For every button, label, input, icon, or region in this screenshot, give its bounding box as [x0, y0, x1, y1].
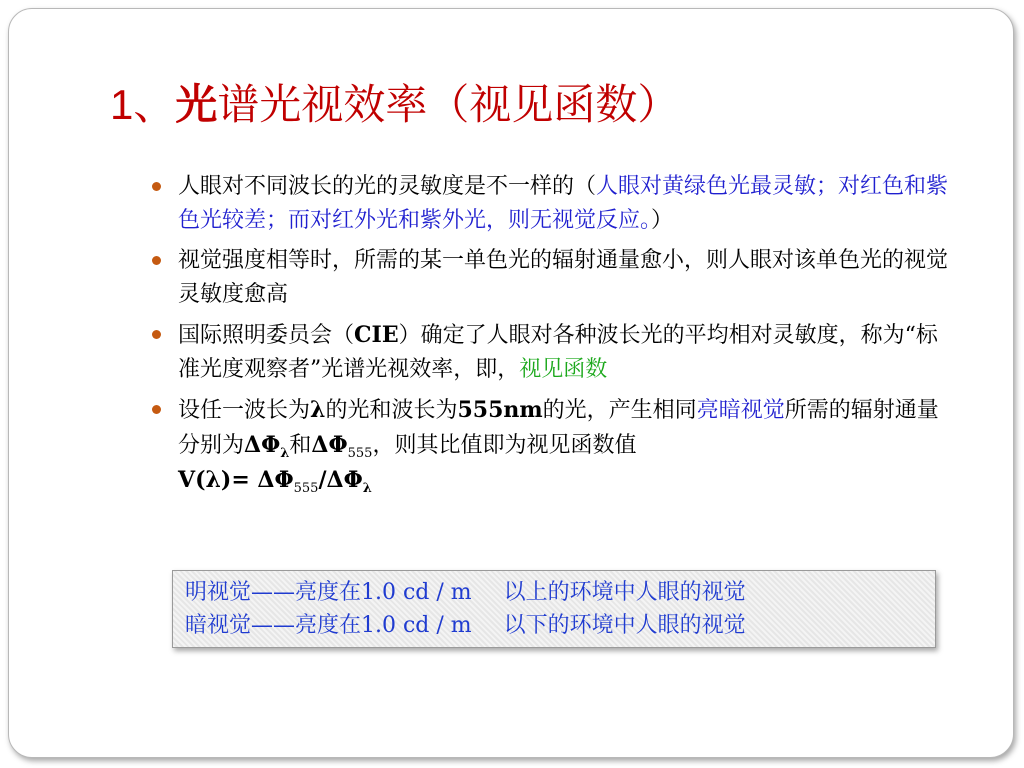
- bullet-4-t5: 和: [289, 433, 312, 458]
- bullet-4-highlight: 亮暗视觉: [696, 398, 785, 423]
- bullet-4-t1: 设任一波长为: [178, 398, 311, 423]
- bullet-1-highlight: 人眼对黄绿色光最灵敏；对红色和紫色光较差；而对红外光和紫外光，则无视觉反应。: [178, 174, 949, 233]
- bullet-4-sub-lambda: λ: [280, 446, 290, 461]
- page-title: [110, 80, 679, 130]
- bullet-item-2: [150, 244, 950, 312]
- bullet-4-t2: 的光和波长为: [325, 398, 458, 423]
- bullet-dot-icon: [152, 330, 161, 339]
- title-text: 谱光视效率（视见函数）: [217, 80, 680, 129]
- bullet-4-t6: ，则其比值即为视见函数值: [372, 433, 637, 458]
- bullet-1-close: ）: [651, 208, 674, 233]
- bullet-2-text: 视觉强度相等时，所需的某一单色光的辐射通量愈小，则人眼对该单色光的视觉灵敏度愈高: [178, 248, 949, 307]
- title-number: 1、: [110, 81, 176, 128]
- bullet-dot-icon: [152, 182, 161, 191]
- bullet-3-highlight: 视见函数: [519, 357, 608, 382]
- bullet-4-sub-555: 555: [347, 446, 373, 461]
- bullet-item-4: [150, 393, 950, 498]
- bullet-4-dphi-lambda: ΔΦ: [244, 432, 281, 458]
- scotopic-text-b: 以下的环境中人眼的视觉: [503, 613, 746, 638]
- title-bold-char: 光: [175, 80, 218, 129]
- photopic-text-a: 明视觉——亮度在1.0 cd / m: [185, 580, 472, 605]
- photopic-line: [185, 576, 923, 609]
- bullet-4-lambda: λ: [310, 397, 326, 423]
- formula-part-a: V(λ)= ΔΦ: [178, 467, 294, 493]
- formula-sub-555: 555: [293, 481, 319, 496]
- scotopic-line: [185, 609, 923, 642]
- formula-sub-lambda: λ: [362, 481, 372, 496]
- bullet-4-dphi-555: ΔΦ: [311, 432, 348, 458]
- bullet-item-3: [150, 318, 950, 387]
- bullet-item-1: [150, 170, 950, 238]
- bullet-4-t4: 所需的辐射通量分别为: [178, 398, 939, 458]
- bullet-1-text: 人眼对不同波长的光的灵敏度是不一样的（: [178, 174, 597, 199]
- bullet-3-text-a: 国际照明委员会（: [178, 323, 355, 348]
- scotopic-text-a: 暗视觉——亮度在1.0 cd / m: [185, 613, 472, 638]
- bullet-4-wavelength: 555nm: [457, 397, 543, 423]
- definition-box: [172, 570, 936, 648]
- bullet-3-cie: CIE: [354, 322, 399, 348]
- bullet-3-text-b: ）确定了人眼对各种波长光的平均相对灵敏度，称为“标准光度观察者”光谱光视效率，即，: [178, 323, 938, 382]
- bullet-list: [150, 170, 950, 504]
- bullet-4-t3: 的光，产生相同: [542, 398, 697, 423]
- bullet-dot-icon: [152, 405, 161, 414]
- formula-part-b: /ΔΦ: [318, 467, 363, 493]
- photopic-text-b: 以上的环境中人眼的视觉: [503, 580, 746, 605]
- bullet-dot-icon: [152, 256, 161, 265]
